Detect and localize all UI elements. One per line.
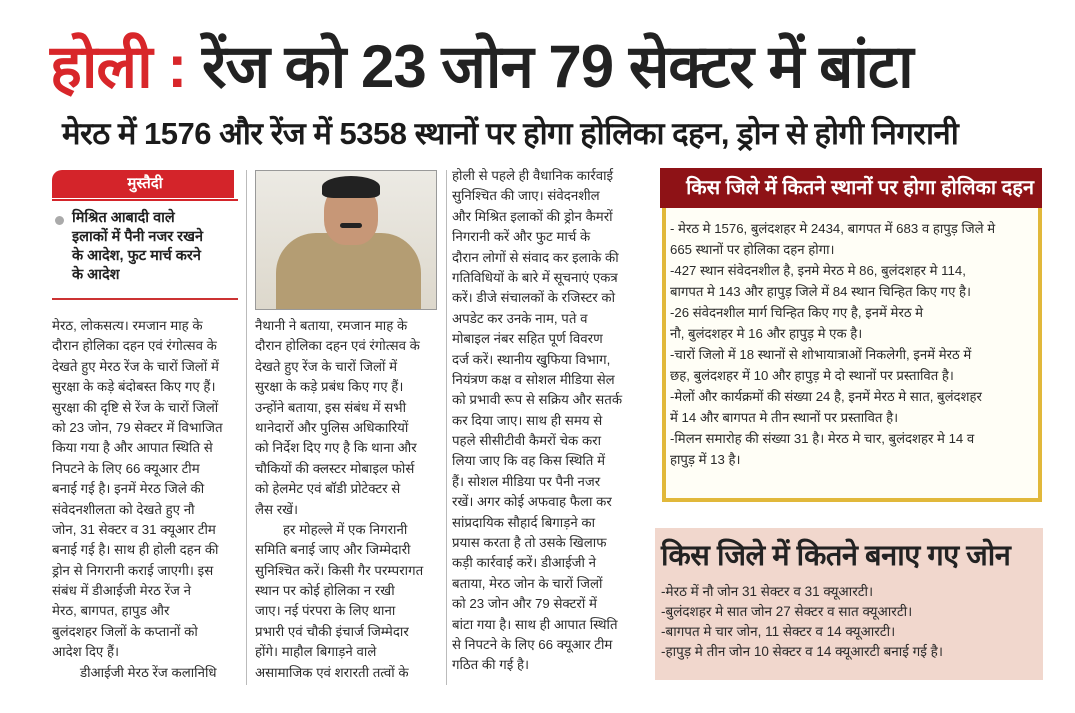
text-line: बांटा गया है। साथ ही आपात स्थिति [452, 616, 618, 632]
text-line: नौ, बुलंदशहर मे 16 और हापुड़ मे एक है। [670, 326, 863, 341]
text-line: बनाई गई है। साथ ही होली दहन की [52, 542, 219, 558]
highlight-line: के आदेश [72, 267, 120, 283]
text-line: और मिश्रित इलाकों की ड्रोन कैमरों [452, 208, 613, 224]
text-line: मेरठ, बागपत, हापुड और [52, 603, 170, 619]
text-line: डीआईजी मेरठ रेंज कलानिधि [80, 664, 217, 680]
text-line: लिया जाए कि वह किस स्थिति में [452, 453, 606, 469]
text-line: प्रभारी एवं चौकी इंचार्ज जिम्मेदार [255, 623, 409, 639]
text-line: से निपटने के लिए 66 क्यूआर टीम [452, 636, 613, 652]
text-line: -हापुड़ मे तीन जोन 10 सेक्टर व 14 क्यूआरटी बनाई गई है। [661, 644, 943, 659]
text-line: -26 संवेदनशील मार्ग चिन्हित किए गए है, इनमें मेरठ मे [670, 305, 924, 320]
text-line: सुरक्षा के कड़े बंदोबस्त किए गए हैं। [52, 379, 216, 395]
column-divider [446, 170, 447, 685]
text-line: को निर्देश दिए गए है कि थाना और [255, 440, 417, 456]
text-line: गठित की गई है। [452, 657, 530, 673]
factbox-title: किस जिले में कितने स्थानों पर होगा होलिका दहन [660, 168, 1042, 208]
text-line: चौकियों की क्लस्टर मोबाइल फोर्स [255, 460, 415, 476]
zone-box [655, 528, 1043, 680]
text-line: सांप्रदायिक सौहार्द बिगाड़ने का [452, 514, 596, 530]
officer-photo [255, 170, 437, 310]
headline [50, 28, 1050, 106]
text-line: -मेरठ में नौ जोन 31 सेक्टर व 31 क्यूआरटी। [661, 584, 874, 599]
text-line: ड्रोन से निगरानी कराई जाएगी। इस [52, 562, 214, 578]
text-line: सुनिश्चित करें। किसी गैर परम्परागत [255, 562, 424, 578]
section-tag: मुस्तैदी [52, 170, 238, 198]
text-line: दौरान होलिका दहन एवं रंगोत्सव के [52, 338, 217, 354]
text-line: आदेश दिए हैं। [52, 644, 120, 660]
text-line: बागपत मे 143 और हापुड़ जिले में 84 स्थान चिन्हित किए गए है। [670, 284, 972, 299]
text-line: नियंत्रण कक्ष व सोशल मीडिया सेल [452, 371, 615, 387]
text-line: असामाजिक एवं शरारती तत्वों के [255, 664, 409, 680]
text-line: बताया, मेरठ जोन के चारों जिलों [452, 575, 603, 591]
tag-divider [52, 199, 238, 201]
text-line: मेरठ, लोकसत्य। रमजान माह के [52, 318, 203, 333]
highlight-line: मिश्रित आबादी वाले [72, 210, 175, 226]
subheadline: मेरठ में 1576 और रेंज में 5358 स्थानों पर होगा होलिका दहन, ड्रोन से होगी निगरानी [62, 116, 959, 151]
text-line: हैं। सोशल मीडिया पर पैनी नजर [452, 473, 601, 489]
zone-box-lines [661, 582, 1037, 662]
text-line: संवेदनशीलता को देखते हुए नौ [52, 501, 195, 517]
text-line: निगरानी करें और फुट मार्च के [452, 229, 591, 245]
text-line: उन्होंने बताया, इस संबंध में सभी [255, 399, 407, 415]
text-line: थानेदारों और पुलिस अधिकारियों [255, 419, 409, 435]
hair-shape [322, 176, 380, 198]
article-column-3 [452, 166, 648, 676]
text-line: अपडेट कर उनके नाम, पते व [452, 310, 588, 326]
text-line: 665 स्थानों पर होलिका दहन होगा। [670, 242, 835, 257]
text-line: सुरक्षा के कड़े प्रबंध किए गए हैं। [255, 379, 404, 395]
text-line: समिति बनाई जाए और जिम्मेदारी [255, 542, 411, 558]
text-line: -मेलों और कार्यक्रमों की संख्या 24 है, इनमें मेरठ मे सात, बुलंदशहर [670, 389, 982, 404]
text-line: किया गया है और आपात स्थिति से [52, 440, 213, 456]
text-line: पहले सीसीटीवी कैमरों चेक करा [452, 433, 602, 449]
text-line: करें। डीजे संचालकों के रजिस्टर को [452, 290, 616, 306]
text-line: को 23 जोन और 79 सेक्टरों में [452, 596, 597, 612]
text-line: गतिविधियों के बारे में सूचनाएं एकत्र [452, 269, 618, 285]
text-line: को 23 जोन, 79 सेक्टर में विभाजित [52, 419, 223, 435]
text-line: दौरान होलिका दहन एवं रंगोत्सव के [255, 338, 420, 354]
factbox [662, 208, 1042, 502]
text-line: नैथानी ने बताया, रमजान माह के [255, 318, 408, 333]
text-line: -बुलंदशहर मे सात जोन 27 सेक्टर व सात क्यूआरटी। [661, 604, 913, 619]
text-line: दौरान लोगों से संवाद कर इलाके की [452, 249, 619, 265]
text-line: - मेरठ मे 1576, बुलंदशहर मे 2434, बागपत में 683 व हापुड़ जिले मे [670, 221, 996, 236]
text-line: जोन, 31 सेक्टर व 31 क्यूआर टीम [52, 521, 216, 537]
text-line: सुनिश्चित की जाए। संवेदनशील [452, 188, 600, 204]
text-line: होली से पहले ही वैधानिक कार्रवाई [452, 168, 614, 183]
text-line: देखते हुए रेंज के चारों जिलों में [255, 358, 398, 374]
text-line: -चारों जिलो में 18 स्थानों से शोभायात्राओं निकलेगी, इनमें मेरठ में [670, 347, 972, 362]
factbox-lines [670, 218, 1034, 470]
text-line: -427 स्थान संवेदनशील है, इनमे मेरठ मे 86, बुलंदशहर मे 114, [670, 263, 966, 278]
text-line: छह, बुलंदशहर में 10 और हापुड़ मे दो स्थानों पर प्रस्तावित है। [670, 368, 954, 383]
text-line: मोबाइल नंबर सहित पूर्ण विवरण [452, 331, 603, 347]
text-line: रखें। अगर कोई अफवाह फैला कर [452, 494, 612, 510]
text-line: बुलंदशहर जिलों के कप्तानों को [52, 623, 198, 639]
text-line: कड़ी कार्रवाई करें। डीआईजी ने [452, 555, 597, 571]
text-line: संबंध में डीआईजी मेरठ रेंज ने [52, 583, 191, 599]
headline-text: रेंज को 23 जोन 79 सेक्टर में बांटा [186, 33, 913, 100]
zone-box-title: किस जिले में कितने बनाए गए जोन [661, 540, 1011, 572]
text-line: में 14 और बागपत मे तीन स्थानों पर प्रस्तावित है। [670, 410, 899, 425]
text-line: जाए। नई पंरपरा के लिए थाना [255, 603, 396, 619]
highlight-line: के आदेश, फुट मार्च करने [72, 248, 201, 264]
column-divider [246, 170, 247, 685]
text-line: हर मोहल्ले में एक निगरानी [283, 521, 408, 537]
article-column-1 [52, 316, 244, 683]
article-column-2 [255, 316, 445, 683]
text-line: -मिलन समारोह की संख्या 31 है। मेरठ मे चार, बुलंदशहर मे 14 व [670, 431, 975, 446]
text-line: बनाई गई है। इनमें मेरठ जिले की [52, 481, 205, 497]
highlight-line: इलाकों में पैनी नजर रखने [72, 229, 203, 245]
mustache-shape [340, 223, 362, 228]
text-line: लैस रखें। [255, 501, 299, 517]
highlight-divider [52, 298, 238, 300]
text-line: प्रयास करता है तो उसके खिलाफ [452, 535, 607, 551]
highlight-text [72, 209, 242, 285]
text-line: सुरक्षा की दृष्टि से रेंज के चारों जिलों [52, 399, 219, 415]
headline-kicker: होली : [50, 33, 187, 100]
bullet-icon [55, 216, 64, 225]
text-line: दर्ज करें। स्थानीय खुफिया विभाग, [452, 351, 611, 367]
text-line: को हेलमेट एवं बॉडी प्रोटेक्टर से [255, 481, 401, 497]
text-line: को प्रभावी रूप से सक्रिय और सतर्क [452, 392, 623, 408]
text-line: होंगे। माहौल बिगाड़ने वाले [255, 644, 377, 660]
text-line: कर दिया जाए। साथ ही समय से [452, 412, 603, 428]
text-line: निपटने के लिए 66 क्यूआर टीम [52, 460, 200, 476]
text-line: -बागपत मे चार जोन, 11 सेक्टर व 14 क्यूआरटी। [661, 624, 896, 639]
text-line: देखते हुए मेरठ रेंज के चारों जिलों में [52, 358, 219, 374]
text-line: स्थान पर कोई होलिका न रखी [255, 583, 395, 599]
text-line: हापुड़ में 13 है। [670, 452, 741, 467]
